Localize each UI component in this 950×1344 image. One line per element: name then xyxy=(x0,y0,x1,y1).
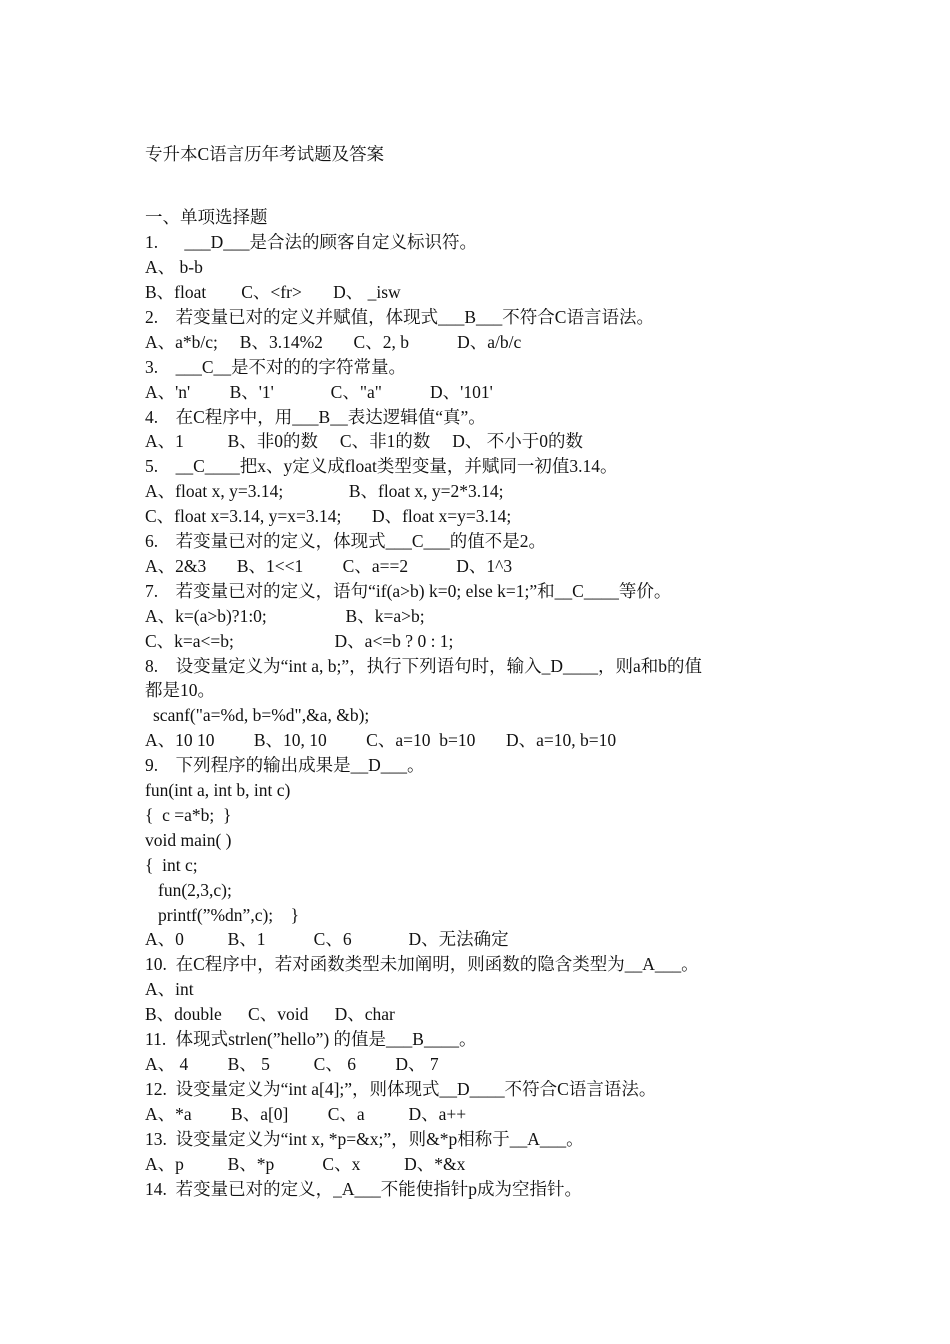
section-heading: 一、单项选择题 xyxy=(145,207,268,227)
options-line: A、k=(a>b)?1:0; B、k=a>b; xyxy=(145,606,425,626)
question-9: 9. 下列程序的输出成果是__D___。 xyxy=(145,755,425,775)
question-13: 13. 设变量定义为“int x, *p=&x;”，则&*p相称于__A___。 xyxy=(145,1129,584,1149)
document-title: 专升本C语言历年考试题及答案 xyxy=(145,144,385,164)
options-line: A、1 B、非0的数 C、非1的数 D、 不小于0的数 xyxy=(145,431,583,451)
question-8-continued: 都是10。 xyxy=(145,680,215,700)
options-line: A、p B、*p C、x D、*&x xyxy=(145,1154,466,1174)
options-line: A、*a B、a[0] C、a D、a++ xyxy=(145,1104,467,1124)
options-line: A、int xyxy=(145,979,194,999)
options-line: B、float C、<fr> D、 _isw xyxy=(145,282,401,302)
code-line: fun(int a, int b, int c) xyxy=(145,780,291,800)
options-line: A、 4 B、 5 C、 6 D、 7 xyxy=(145,1054,439,1074)
question-8: 8. 设变量定义为“int a, b;”，执行下列语句时，输入_D____，则a和b的值 xyxy=(145,656,703,676)
question-2: 2. 若变量已对的定义并赋值，体现式___B___不符合C语言语法。 xyxy=(145,307,654,327)
options-line: A、float x, y=3.14; B、float x, y=2*3.14; xyxy=(145,481,504,501)
code-line: scanf("a=%d, b=%d",&a, &b); xyxy=(153,705,370,725)
question-6: 6. 若变量已对的定义，体现式___C___的值不是2。 xyxy=(145,531,547,551)
code-line: void main( ) xyxy=(145,830,232,850)
options-line: C、k=a<=b; D、a<=b ? 0 : 1; xyxy=(145,631,454,651)
question-14: 14. 若变量已对的定义，_A___不能使指针p成为空指针。 xyxy=(145,1179,583,1199)
options-line: A、'n' B、'1' C、"a" D、'101' xyxy=(145,382,493,402)
options-line: A、10 10 B、10, 10 C、a=10 b=10 D、a=10, b=10 xyxy=(145,730,617,750)
question-4: 4. 在C程序中，用___B__表达逻辑值“真”。 xyxy=(145,407,486,427)
options-line: B、double C、void D、char xyxy=(145,1004,395,1024)
options-line: A、a*b/c; B、3.14%2 C、2, b D、a/b/c xyxy=(145,332,522,352)
code-line: { c =a*b; } xyxy=(145,805,232,825)
options-line: C、float x=3.14, y=x=3.14; D、float x=y=3.14; xyxy=(145,506,512,526)
options-line: A、 b-b xyxy=(145,257,203,277)
options-line: A、0 B、1 C、6 D、无法确定 xyxy=(145,929,509,949)
options-line: A、2&3 B、1<<1 C、a==2 D、1^3 xyxy=(145,556,513,576)
question-11: 11. 体现式strlen(”hello”) 的值是___B____。 xyxy=(145,1029,477,1049)
code-line: printf(”%dn”,c); } xyxy=(158,905,300,925)
code-line: fun(2,3,c); xyxy=(158,880,232,900)
question-7: 7. 若变量已对的定义，语句“if(a>b) k=0; else k=1;”和__C____等价。 xyxy=(145,581,672,601)
question-5: 5. __C____把x、y定义成float类型变量，并赋同一初值3.14。 xyxy=(145,456,618,476)
code-line: { int c; xyxy=(145,855,198,875)
question-12: 12. 设变量定义为“int a[4];”，则体现式__D____不符合C语言语法。 xyxy=(145,1079,657,1099)
question-3: 3. ___C__是不对的的字符常量。 xyxy=(145,357,407,377)
question-10: 10. 在C程序中，若对函数类型未加阐明，则函数的隐含类型为__A___。 xyxy=(145,954,699,974)
question-1: 1. ___D___是合法的顾客自定义标识符。 xyxy=(145,232,478,252)
